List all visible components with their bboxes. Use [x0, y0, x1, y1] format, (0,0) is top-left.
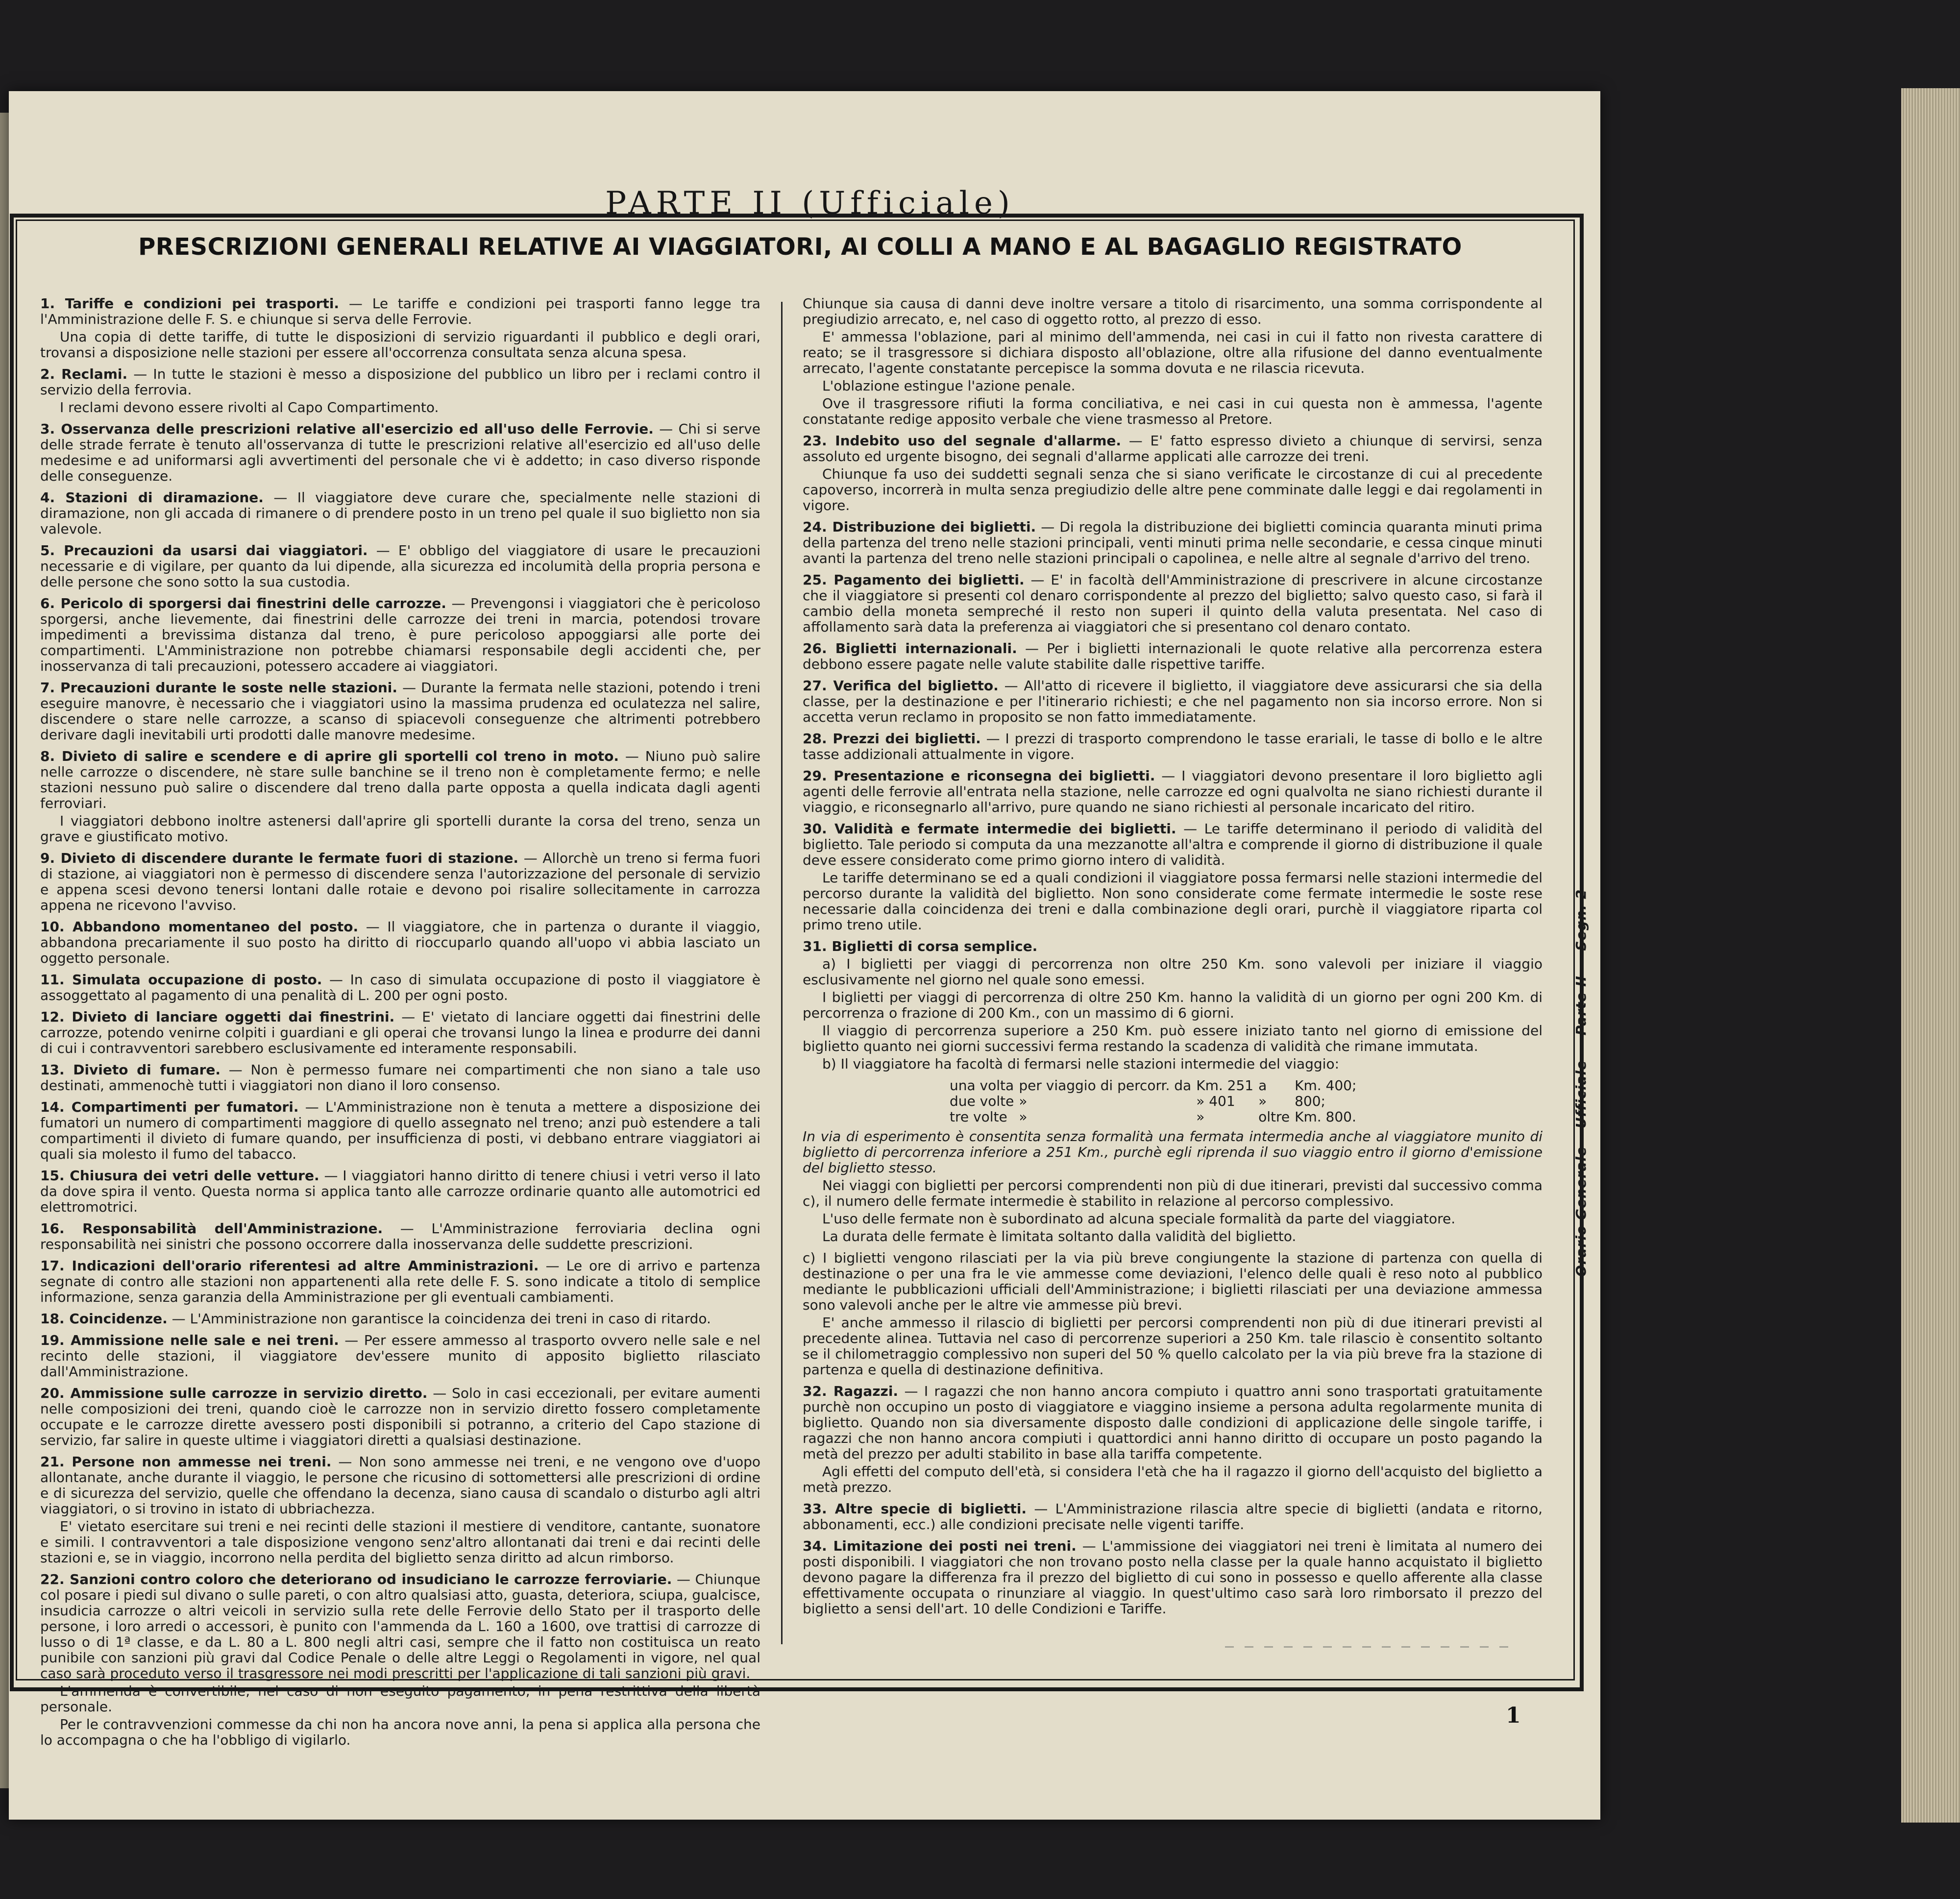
table-cell: » — [1019, 1109, 1028, 1125]
article-section — [803, 1538, 1543, 1617]
article-paragraph: 15. Chiusura dei vetri delle vetture. — I viaggiatori hanno diritto di tenere chiusi i vetri verso il lato da dove spira il vento. Questa norma si applica tanto alle carrozze ordinarie quanto alle automotrici ed elettromotrici. — [40, 1168, 761, 1215]
article-paragraph: L'uso delle fermate non è subordinato ad alcuna speciale formalità da parte del viaggiatore. — [822, 1211, 1456, 1227]
table-cell: 800; — [1295, 1093, 1325, 1109]
article-paragraph: L'ammenda è convertibile, nel caso di non eseguito pagamento, in pena restrittiva della libertà personale. — [40, 1683, 760, 1715]
article-paragraph: 17. Indicazioni dell'orario riferentesi ad altre Amministrazioni. — Le ore di arrivo e partenza segnate di contro alle stazioni non appartenenti alla rete delle F. S. sono indicate a titolo di semplice informazione, senza garanzia della Amministrazione per gli eventuali cambiamenti. — [40, 1258, 760, 1305]
article-paragraph: b) Il viaggiatore ha facoltà di fermarsi nelle stazioni intermedie del viaggio: — [822, 1056, 1340, 1072]
intermediate-stops-table — [950, 1078, 1361, 1125]
article-paragraph: Le tariffe determinano se ed a quali condizioni il viaggiatore possa fermarsi nelle stazioni intermedie del percorso durante la validità del biglietto. Non sono considerate come fermate intermedie le soste rese necessarie dalla coincidenza dei treni e dalla combinazione degli orari, purchè il viaggiatore riparta col primo treno utile. — [803, 870, 1543, 933]
article-paragraph: Per le contravvenzioni commesse da chi non ha ancora nove anni, la pena si applica alla persona che lo accompagna o che ha l'obbligo di vigilarlo. — [40, 1716, 760, 1748]
article-paragraph: 20. Ammissione sulle carrozze in servizio diretto. — Solo in casi eccezionali, per evitare aumenti nelle composizioni dei treni, quando cioè le carrozze non in servizio diretto fossero completamente occupate e le carrozze dirette avessero posti disponibili si potranno, a criterio del Capo stazione di servizio, far salire in queste ultime i viaggiatori diretti a qualsiasi destinazione. — [40, 1385, 760, 1448]
book-page — [9, 91, 1600, 1820]
article-section — [803, 678, 1543, 725]
article-paragraph: 11. Simulata occupazione di posto. — In caso di simulata occupazione di posto il viaggiatore è assoggettato al pagamento di una penalità di L. 200 per ogni posto. — [40, 972, 760, 1003]
article-paragraph: In via di esperimento è consentita senza formalità una fermata intermedia anche al viaggiatore munito di biglietto di percorrenza inferiore a 251 Km., purchè egli riprenda il suo viaggio entro il giorno d'emissione del biglietto stesso. — [803, 1128, 1543, 1176]
article-section — [40, 919, 760, 966]
article-paragraph: a) I biglietti per viaggi di percorrenza non oltre 250 Km. sono valevoli per iniziare il viaggio esclusivamente nel giorno nel quale sono emessi. — [803, 956, 1543, 988]
article-paragraph: Chiunque sia causa di danni deve inoltre versare a titolo di risarcimento, una somma corrispondente al pregiudizio arrecato, e, nel caso di oggetto rotto, al prezzo di esso. — [803, 295, 1543, 327]
table-cell: » — [1258, 1093, 1267, 1109]
article-paragraph: L'oblazione estingue l'azione penale. — [822, 378, 1076, 394]
article-section — [803, 1250, 1543, 1378]
article-paragraph: Ove il trasgressore rifiuti la forma conciliativa, e nei casi in cui questa non è ammessa, l'agente constatante redige apposito verbale che viene trasmesso al Pretore. — [803, 395, 1543, 427]
table-cell: due volte — [950, 1093, 1014, 1109]
article-paragraph: E' ammessa l'oblazione, pari al minimo dell'ammenda, nei casi in cui il fatto non rivesta carattere di reato; se il trasgressore si dichiara disposto all'oblazione, oltre alla rifusione del danno eventualmente arrecato, l'agente constatante percepisce la somma dovuta e ne rilascia ricevuta. — [803, 329, 1543, 376]
article-paragraph: 18. Coincidenze. — L'Amministrazione non garantisce la coincidenza dei treni in caso di ritardo. — [40, 1311, 711, 1327]
article-paragraph: 6. Pericolo di sporgersi dai finestrini delle carrozze. — Prevengonsi i viaggiatori che è pericoloso sporgersi, anche lievemente, dai finestrini delle carrozze dei treni in marcia, potendosi trovare impedimenti a brevissima distanza dal treno, è pure pericoloso appoggiarsi alle porte dei compartimenti. L'Amministrazione non potrebbe chiamarsi responsabile degli accidenti che, per inosservanza di tali precauzioni, potessero accadere ai viaggiatori. — [40, 595, 760, 674]
article-section — [803, 1129, 1543, 1244]
right-column-content-a — [803, 296, 1543, 1072]
article-paragraph: 10. Abbandono momentaneo del posto. — Il viaggiatore, che in partenza o durante il viaggio, abbandona precariamente il suo posto ha diritto di rioccuparlo quando all'uopo vi abbia lasciato un oggetto personale. — [40, 919, 760, 966]
article-paragraph: 1. Tariffe e condizioni pei trasporti. — Le tariffe e condizioni pei trasporti fanno legge tra l'Amministrazione delle F. S. e chiunque si serva delle Ferrovie. — [40, 295, 760, 327]
table-cell: » — [1019, 1093, 1028, 1109]
article-section — [40, 490, 760, 537]
article-paragraph: 21. Persone non ammesse nei treni. — Non sono ammesse nei treni, e ne vengono ove d'uopo allontanate, anche durante il viaggio, le persone che ricusino di sottomettersi alle prescrizioni di ordine e di sicurezza del servizio, quelle che offendano la decenza, siano causa di scandalo o disturbo agli altri viaggiatori, o si trovino in istato di ubbriachezza. — [40, 1454, 760, 1517]
article-paragraph: 3. Osservanza delle prescrizioni relative all'esercizio ed all'uso delle Ferrovie. — Chi si serve delle strade ferrate è tenuto all'osservanza di tutte le prescrizioni relative all'esercizio ed all'uso delle medesime e ad uniformarsi agli avvertimenti del personale che vi è addetto; in caso diverso risponde delle conseguenze. — [40, 421, 760, 484]
article-paragraph: c) I biglietti vengono rilasciati per la via più breve congiungente la stazione di partenza con quella di destinazione o per una fra le vie ammesse come deviazioni, l'elenco delle quali è reso noto al pubblico mediante le pubblicazioni ufficiali dell'Amministrazione; i biglietti rilasciati per una deviazione ammessa sono valevoli anche per le altre vie ammesse più brevi. — [803, 1250, 1543, 1313]
article-paragraph: La durata delle fermate è limitata soltanto dalla validità del biglietto. — [822, 1228, 1297, 1244]
table-cell: » 401 — [1196, 1093, 1235, 1109]
table-cell: una volta — [950, 1077, 1014, 1094]
article-paragraph: 29. Presentazione e riconsegna dei biglietti. — I viaggiatori devono presentare il loro biglietto agli agenti delle ferrovie all'entrata nella stazione, nelle carrozze ed ogni qualvolta ne siano richiesti durante il viaggio, e riconsegnarlo all'arrivo, pure quando ne siano richiesti al personale incaricato del ritiro. — [803, 768, 1543, 815]
article-paragraph: 7. Precauzioni durante le soste nelle stazioni. — Durante la fermata nelle stazioni, potendo i treni eseguire manovre, è necessario che i viaggiatori usino la massima prudenza ed oculatezza nel salire, discendere o stare nelle carrozze, a scanso di spiacevoli conseguenze che altrimenti potrebbero derivare dagli inevitabili urti prodotti dalle manovre medesime. — [40, 680, 761, 743]
article-section — [40, 296, 760, 361]
article-paragraph: Il viaggio di percorrenza superiore a 250 Km. può essere iniziato tanto nel giorno di emissione del biglietto quanto nei giorni successivi ferma restando la scadenza di validità che rimane immutata. — [803, 1023, 1543, 1054]
article-section — [40, 1454, 760, 1566]
article-paragraph: 4. Stazioni di diramazione. — Il viaggiatore deve curare che, specialmente nelle stazioni di diramazione, non gli accada di rimanere o di prendere posto in un treno pel quale il suo biglietto non sia valevole. — [40, 489, 761, 537]
right-column-content-b — [803, 1129, 1543, 1617]
article-paragraph: 5. Precauzioni da usarsi dai viaggiatori. — E' obbligo del viaggiatore di usare le precauzioni necessarie e di vigilare, per quanto da lui dipende, alla sicurezza ed incolumità della propria persona e delle persone che sono sotto la sua custodia. — [40, 542, 761, 590]
article-paragraph: I viaggiatori debbono inoltre astenersi dall'aprire gli sportelli durante la corsa del treno, senza un grave e giustificato motivo. — [40, 813, 760, 845]
table-cell: Km. 251 — [1196, 1077, 1254, 1094]
article-paragraph: Agli effetti del computo dell'età, si considera l'età che ha il ragazzo il giorno dell'acquisto del biglietto a metà prezzo. — [803, 1463, 1543, 1495]
table-row — [950, 1094, 1361, 1109]
article-paragraph: 30. Validità e fermate intermedie dei biglietti. — Le tariffe determinano il periodo di validità del biglietto. Tale periodo si computa da una mezzanotte all'altra e comprende il giorno di distribuzione il quale deve essere considerato come primo giorno intero di validità. — [803, 821, 1543, 868]
book-page-edges — [1901, 88, 1960, 1823]
article-paragraph: I reclami devono essere rivolti al Capo Compartimento. — [60, 399, 439, 415]
article-paragraph: 26. Biglietti internazionali. — Per i biglietti internazionali le quote relative alla percorrenza estera debbono essere pagate nelle valute stabilite dalle rispettive tariffe. — [803, 640, 1543, 672]
article-section — [40, 1009, 760, 1056]
article-paragraph: E' vietato esercitare sui treni e nei recinti delle stazioni il mestiere di venditore, cantante, suonatore e simili. I contravventori a tale disposizione vengono senz'altro allontanati dai treni e dai recinti delle stazioni e, se in viaggio, incorrono nella perdita del biglietto senza diritto ad alcun rimborso. — [40, 1518, 760, 1566]
right-column — [803, 296, 1543, 1673]
table-cell: » — [1196, 1109, 1205, 1125]
article-section — [40, 1062, 760, 1094]
left-column — [40, 295, 761, 1748]
table-row — [950, 1109, 1361, 1125]
article-section — [40, 1221, 760, 1252]
article-section — [40, 421, 760, 484]
table-cell: oltre — [1258, 1109, 1290, 1125]
table-cell: per viaggio di percorr. da — [1019, 1077, 1192, 1094]
article-section — [803, 731, 1543, 762]
article-paragraph: Chiunque fa uso dei suddetti segnali senza che si siano verificate le circostanze di cui al precedente capoverso, incorrerà in multa senza pregiudizio delle altre pene comminate dalle leggi e dai regolamenti in vigore. — [803, 466, 1543, 513]
article-section — [40, 366, 760, 415]
article-paragraph: 23. Indebito uso del segnale d'allarme. — E' fatto espresso divieto a chiunque di servirsi, senza assoluto ed urgente bisogno, dei segnali d'allarme applicati alle carrozze dei treni. — [803, 433, 1543, 464]
part-title: PARTE II (Ufficiale) — [605, 185, 1015, 221]
article-paragraph: Nei viaggi con biglietti per percorsi comprendenti non più di due itinerari, previsti dal successivo comma c), il numero delle fermate intermedie è stabilito in relazione al percorso complessivo. — [803, 1177, 1543, 1209]
article-section — [803, 296, 1543, 427]
article-section — [803, 433, 1543, 513]
article-section — [40, 543, 760, 590]
article-section — [803, 768, 1543, 815]
article-paragraph: 13. Divieto di fumare. — Non è permesso fumare nei compartimenti che non siano a tale uso destinati, ammenochè tutti i viaggiatori non diano il loro consenso. — [40, 1062, 760, 1094]
article-paragraph: 25. Pagamento dei biglietti. — E' in facoltà dell'Amministrazione di prescrivere in alcune circostanze che il viaggiatore si presenti col denaro corrispondente al prezzo del biglietto; salvo questo caso, si farà il cambio della moneta sempreché il resto non superi il quinto della valuta presentata. Nel caso di affollamento sarà data la preferenza ai viaggiatori che si presentano col denaro contato. — [803, 572, 1543, 635]
article-section — [803, 641, 1543, 672]
article-paragraph: E' anche ammesso il rilascio di biglietti per percorsi comprendenti non più di due itinerari previsti al precedente alinea. Tuttavia nel caso di percorrenze superiori a 250 Km. tale rilascio è consentito soltanto se il chilometraggio complessivo non superi del 50 % quello calcolato per la via più breve fra la stazione di partenza e quella di destinazione definitiva. — [803, 1315, 1543, 1378]
article-section — [803, 519, 1543, 566]
article-section — [40, 1311, 760, 1327]
article-section — [40, 680, 760, 743]
article-section — [803, 821, 1543, 933]
article-section — [40, 596, 760, 674]
article-section — [40, 1099, 760, 1162]
table-cell: Km. 800. — [1295, 1109, 1356, 1125]
article-paragraph: 9. Divieto di discendere durante le fermate fuori di stazione. — Allorchè un treno si ferma fuori di stazione, ai viaggiatori non è permesso di discendere senza l'autorizzazione del personale di servizio e appena scesi devono tenersi lontani dalle rotaie e devono poi risalire sollecitamente in carrozza appena ne ricevono l'avviso. — [40, 850, 761, 913]
article-section — [803, 939, 1543, 1072]
article-paragraph: 32. Ragazzi. — I ragazzi che non hanno ancora compiuto i quattro anni sono trasportati gratuitamente purchè non occupino un posto di viaggiatore e viaggino insieme a persona adulta regolarmente munita di biglietto. Quando non sia diversamente disposto dalle condizioni di applicazione delle singole tariffe, i ragazzi che non hanno ancora compiuti i quattordici anni hanno diritto di occupare un posto pagando la metà del prezzo per adulti stabilito in base alla tariffa competente. — [803, 1383, 1543, 1462]
table-cell: tre volte — [950, 1109, 1007, 1125]
article-paragraph: I biglietti per viaggi di percorrenza di oltre 250 Km. hanno la validità di un giorno per ogni 200 Km. di percorrenza o frazione di 200 Km., con un massimo di 6 giorni. — [803, 989, 1543, 1021]
article-section — [803, 1384, 1543, 1495]
article-paragraph: 22. Sanzioni contro coloro che deteriorano od insudiciano le carrozze ferroviarie. — Chiunque col posare i piedi sul divano o sulle pareti, o con altro qualsiasi atto, guasta, deteriora, sciupa, gualcisce, insudicia carrozze o altri veicoli in servizio sulla rete delle Ferrovie dello Stato per il trasporto delle persone, i loro arredi o accessori, è punito con l'ammenda da L. 160 a 1600, ove trattisi di carrozze di lusso o di 1ª classe, e da L. 80 a L. 800 negli altri casi, sempre che il fatto non costituisca un reato punibile con sanzioni più gravi dal Codice Penale o delle altre Leggi o Regolamenti in vigore, nel qual caso sarà proceduto verso il trasgressore nei modi prescritti per l'applicazione di tali sanzioni più gravi. — [40, 1571, 760, 1681]
article-section — [40, 1386, 760, 1448]
table-cell: a — [1258, 1077, 1267, 1094]
article-section — [40, 972, 760, 1003]
article-paragraph: 8. Divieto di salire e scendere e di aprire gli sportelli col treno in moto. — Niuno può salire nelle carrozze o discendere, nè stare sulle banchine se il treno non è completamente fermo; e nelle stazioni nessuno può salire o discendere dal treno dalla parte opposta a quella indicata dagli agenti ferroviari. — [40, 748, 760, 811]
article-section — [40, 1258, 760, 1305]
article-paragraph: 16. Responsabilità dell'Amministrazione. — L'Amministrazione ferroviaria declina ogni responsabilità nei sinistri che possono occorrere dalla inosservanza delle suddette prescrizioni. — [40, 1220, 760, 1252]
table-row — [950, 1078, 1361, 1094]
article-section — [40, 1572, 760, 1748]
article-paragraph: 28. Prezzi dei biglietti. — I prezzi di trasporto comprendono le tasse erariali, le tasse di bollo e le altre tasse addizionali attualmente in vigore. — [803, 730, 1543, 762]
left-column-content — [40, 296, 760, 1748]
article-paragraph: 19. Ammissione nelle sale e nei treni. — Per essere ammesso al trasporto ovvero nelle sale e nel recinto delle stazioni, il viaggiatore dev'essere munito di apposito biglietto rilasciato dall'Amministrazione. — [40, 1332, 760, 1380]
article-section — [803, 572, 1543, 635]
column-divider — [781, 302, 783, 1644]
article-paragraph: 12. Divieto di lanciare oggetti dai finestrini. — E' vietato di lanciare oggetti dai finestrini delle carrozze, potendo venirne colpiti i guardiani e gli operai che trovansi lungo la linea e produrre dei danni di cui i contravventori sarebbero esclusivamente ed interamente responsabili. — [40, 1009, 760, 1056]
article-section — [803, 1501, 1543, 1533]
article-paragraph: 34. Limitazione dei posti nei treni. — L'ammissione dei viaggiatori nei treni è limitata al numero dei posti disponibili. I viaggiatori che non trovano posto nella classe per la quale hanno acquistato il biglietto devono pagare la differenza fra il prezzo del biglietto di cui sono in possesso e quello afferente alla classe effettivamente occupata o rinunziare al viaggio. In quest'ultimo caso sarà loro rimborsato il prezzo del biglietto a sensi dell'art. 10 delle Condizioni e Tariffe. — [803, 1538, 1543, 1617]
article-paragraph: 24. Distribuzione dei biglietti. — Di regola la distribuzione dei biglietti comincia quaranta minuti prima della partenza del treno nelle stazioni principali, venti minuti prima nelle secondarie, e cessa cinque minuti avanti la partenza del treno nelle stazioni principali o capolinea, e nelle altre al segnale d'arrivo del treno. — [803, 519, 1543, 566]
scan-artifact — [1225, 1646, 1519, 1648]
article-paragraph: 27. Verifica del biglietto. — All'atto di ricevere il biglietto, il viaggiatore deve assicurarsi che sia della classe, per la destinazione e per l'itinerario richiesti; e che nel pagamento non sia incorso errore. Non si accetta verun reclamo in proposito se non fatto immediatamente. — [803, 678, 1543, 725]
article-section — [40, 851, 760, 913]
article-section — [40, 749, 760, 845]
article-paragraph: 33. Altre specie di biglietti. — L'Amministrazione rilascia altre specie di biglietti (andata e ritorno, abbonamenti, ecc.) alle condizioni precisate nelle vigenti tariffe. — [803, 1501, 1543, 1533]
article-section — [40, 1333, 760, 1380]
section-heading: PRESCRIZIONI GENERALI RELATIVE AI VIAGGIATORI, AI COLLI A MANO E AL BAGAGLIO REGISTRATO — [138, 233, 1462, 261]
side-label: Orario Generale – Ufficiale — Parte II — Segn. 2 — [1573, 889, 1589, 1277]
page-number: 1 — [1506, 1703, 1521, 1728]
table-cell: Km. 400; — [1295, 1077, 1357, 1094]
article-paragraph: 31. Biglietti di corsa semplice. — [803, 938, 1038, 954]
article-section — [40, 1168, 760, 1215]
article-paragraph: 14. Compartimenti per fumatori. — L'Amministrazione non è tenuta a mettere a disposizione dei fumatori un numero di compartimenti maggiore di quello assegnato nel treno; anzi può estendere a tali compartimenti il divieto di fumare quando, per insufficienza di posti, vi debbano entrare viaggiatori ai quali sia molesto il fumo del tabacco. — [40, 1099, 760, 1162]
article-paragraph: 2. Reclami. — In tutte le stazioni è messo a disposizione del pubblico un libro per i reclami contro il servizio della ferrovia. — [40, 366, 760, 398]
article-paragraph: Una copia di dette tariffe, di tutte le disposizioni di servizio riguardanti il pubblico e degli orari, trovansi a disposizione nelle stazioni per essere all'occorrenza consultata senza alcuna spesa. — [40, 329, 760, 361]
